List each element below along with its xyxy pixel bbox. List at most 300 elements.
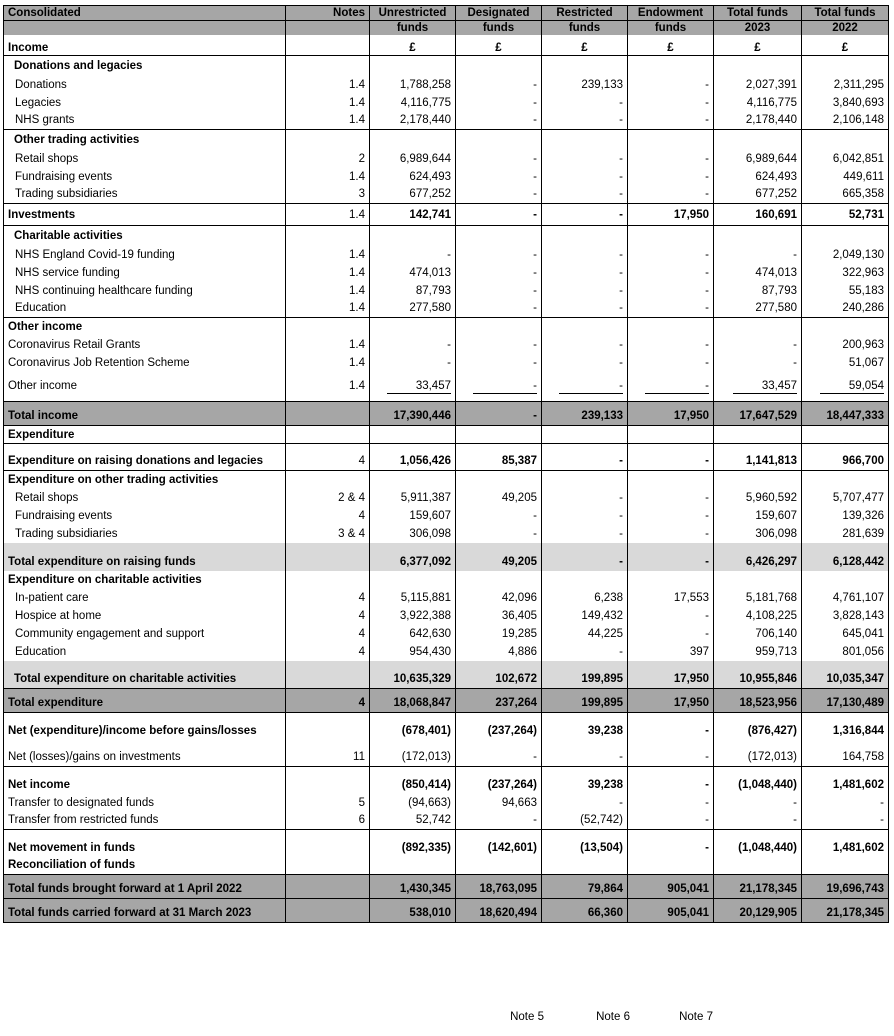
row-note [286, 661, 370, 689]
row-value: - [456, 246, 542, 264]
table-row [4, 226, 889, 246]
row-label: NHS service funding [4, 264, 286, 282]
row-label: Donations and legacies [4, 56, 286, 76]
row-label: Hospice at home [4, 607, 286, 625]
row-value [542, 56, 628, 76]
row-value: - [456, 94, 542, 112]
row-value: - [542, 112, 628, 130]
row-value: - [456, 354, 542, 372]
row-value: 3,840,693 [802, 94, 889, 112]
currency-symbol: £ [802, 35, 889, 56]
table-row [4, 318, 889, 336]
row-value: - [370, 336, 456, 354]
row-note: 4 [286, 607, 370, 625]
table-row [4, 112, 889, 130]
row-value: - [628, 186, 714, 204]
row-value: - [370, 246, 456, 264]
row-note [286, 767, 370, 794]
row-value [802, 56, 889, 76]
row-value: 102,672 [456, 661, 542, 689]
row-value: 10,035,347 [802, 661, 889, 689]
row-value: (172,013) [370, 740, 456, 767]
row-value: - [542, 246, 628, 264]
row-value: - [456, 507, 542, 525]
row-value: 2,178,440 [714, 112, 802, 130]
row-value: 5,181,768 [714, 589, 802, 607]
table-row [4, 812, 889, 830]
table-row [4, 471, 889, 489]
row-value: 159,607 [714, 507, 802, 525]
row-value [628, 318, 714, 336]
row-value [628, 226, 714, 246]
row-value [542, 372, 628, 402]
row-value: 164,758 [802, 740, 889, 767]
row-label: Total funds carried forward at 31 March 2023 [4, 899, 286, 923]
table-row [4, 168, 889, 186]
row-value: 677,252 [714, 186, 802, 204]
row-value: (237,264) [456, 767, 542, 794]
row-value [370, 318, 456, 336]
table-row [4, 354, 889, 372]
notes-header: Notes [286, 6, 370, 21]
row-value: - [456, 402, 542, 426]
currency-symbol: £ [714, 35, 802, 56]
row-value [456, 226, 542, 246]
row-note: 3 & 4 [286, 525, 370, 543]
row-value: 17,950 [628, 204, 714, 226]
table-row [4, 875, 889, 899]
table-row [4, 689, 889, 713]
row-value: 306,098 [370, 525, 456, 543]
row-value: 18,447,333 [802, 402, 889, 426]
row-label: Total expenditure on charitable activities [4, 661, 286, 689]
row-value [456, 130, 542, 150]
row-value [542, 130, 628, 150]
row-note [286, 318, 370, 336]
table-row [4, 607, 889, 625]
row-value: 17,950 [628, 689, 714, 713]
col-header-sub: funds [456, 21, 542, 36]
row-value: - [456, 282, 542, 300]
row-value: - [628, 543, 714, 571]
row-note: 1.4 [286, 246, 370, 264]
row-value: (13,504) [542, 830, 628, 857]
row-value: 905,041 [628, 899, 714, 923]
row-value: - [542, 507, 628, 525]
row-value: 5,911,387 [370, 489, 456, 507]
row-value: - [628, 150, 714, 168]
row-note: 1.4 [286, 204, 370, 226]
row-value [542, 571, 628, 589]
row-value: - [456, 812, 542, 830]
row-value: 4,886 [456, 643, 542, 661]
row-value: 4,116,775 [714, 94, 802, 112]
row-value: - [714, 812, 802, 830]
row-value: 17,950 [628, 402, 714, 426]
table-row [4, 507, 889, 525]
row-value: 2,106,148 [802, 112, 889, 130]
row-value: 959,713 [714, 643, 802, 661]
row-note [286, 130, 370, 150]
row-note: 4 [286, 625, 370, 643]
currency-symbol: £ [628, 35, 714, 56]
row-value: 6,238 [542, 589, 628, 607]
table-row [4, 740, 889, 767]
row-value: 2,311,295 [802, 76, 889, 94]
row-value [456, 318, 542, 336]
row-value: 6,989,644 [370, 150, 456, 168]
row-value: 20,129,905 [714, 899, 802, 923]
row-value: - [542, 186, 628, 204]
header-spacer [286, 21, 370, 36]
table-row [4, 264, 889, 282]
col-header-sub: funds [628, 21, 714, 36]
row-note [286, 713, 370, 740]
table-row [4, 186, 889, 204]
row-value: - [456, 150, 542, 168]
row-label: Trading subsidiaries [4, 186, 286, 204]
row-label: Other trading activities [4, 130, 286, 150]
row-value: 538,010 [370, 899, 456, 923]
row-value: 239,133 [542, 76, 628, 94]
row-note: 6 [286, 812, 370, 830]
row-value: 17,647,529 [714, 402, 802, 426]
row-value: 6,989,644 [714, 150, 802, 168]
row-note: 4 [286, 643, 370, 661]
row-value: - [628, 112, 714, 130]
row-value [370, 226, 456, 246]
row-value: 199,895 [542, 689, 628, 713]
row-label: Net (losses)/gains on investments [4, 740, 286, 767]
row-value: 449,611 [802, 168, 889, 186]
row-value [456, 471, 542, 489]
row-value: 21,178,345 [714, 875, 802, 899]
row-value: 322,963 [802, 264, 889, 282]
row-value: - [542, 489, 628, 507]
row-value: 905,041 [628, 875, 714, 899]
table-row [4, 489, 889, 507]
table-row [4, 625, 889, 643]
table-row [4, 336, 889, 354]
row-value: - [542, 794, 628, 812]
row-value: 645,041 [802, 625, 889, 643]
row-value: - [628, 625, 714, 643]
row-note [286, 875, 370, 899]
row-value: 18,068,847 [370, 689, 456, 713]
row-value: 17,950 [628, 661, 714, 689]
row-label: NHS continuing healthcare funding [4, 282, 286, 300]
row-label: Donations [4, 76, 286, 94]
row-label: Total income [4, 402, 286, 426]
row-value: - [628, 767, 714, 794]
row-label: Expenditure [4, 426, 286, 444]
row-value [370, 571, 456, 589]
row-value: 142,741 [370, 204, 456, 226]
row-value: 954,430 [370, 643, 456, 661]
row-value: 160,691 [714, 204, 802, 226]
row-value: 87,793 [714, 282, 802, 300]
row-value: - [628, 336, 714, 354]
row-value: - [542, 740, 628, 767]
row-value: 6,128,442 [802, 543, 889, 571]
row-value: - [456, 264, 542, 282]
row-value [714, 318, 802, 336]
row-value [628, 471, 714, 489]
row-note [286, 571, 370, 589]
table-row [4, 150, 889, 168]
row-value: - [628, 830, 714, 857]
row-value: - [628, 489, 714, 507]
row-value: 159,607 [370, 507, 456, 525]
table-row [4, 94, 889, 112]
table-row [4, 767, 889, 794]
row-value [628, 56, 714, 76]
row-value [456, 571, 542, 589]
row-note [286, 426, 370, 444]
row-value: 42,096 [456, 589, 542, 607]
row-value: (892,335) [370, 830, 456, 857]
header-row-top [4, 6, 889, 21]
row-value: 1,481,602 [802, 830, 889, 857]
row-value [456, 857, 542, 875]
row-value [628, 372, 714, 402]
row-value: 1,141,813 [714, 444, 802, 471]
table-row [4, 661, 889, 689]
row-value: - [542, 543, 628, 571]
row-value: 6,042,851 [802, 150, 889, 168]
row-note: 11 [286, 740, 370, 767]
row-value: 94,663 [456, 794, 542, 812]
row-label: Net (expenditure)/income before gains/losses [4, 713, 286, 740]
row-value: - [542, 264, 628, 282]
row-value: 66,360 [542, 899, 628, 923]
row-value: 1,481,602 [802, 767, 889, 794]
col-header-restricted: Restricted [542, 6, 628, 21]
row-value: - [542, 300, 628, 318]
row-label: Total expenditure on raising funds [4, 543, 286, 571]
row-value: - [628, 794, 714, 812]
row-value [456, 56, 542, 76]
row-value: (94,663) [370, 794, 456, 812]
row-note [286, 830, 370, 857]
row-value: 474,013 [370, 264, 456, 282]
row-value: - [802, 812, 889, 830]
notes-cell [286, 35, 370, 56]
row-note [286, 226, 370, 246]
row-value: (678,401) [370, 713, 456, 740]
row-value: 237,264 [456, 689, 542, 713]
underlined-value: - [645, 379, 709, 394]
row-value [456, 426, 542, 444]
row-value: (850,414) [370, 767, 456, 794]
table-row [4, 372, 889, 402]
row-value [802, 471, 889, 489]
row-value: 306,098 [714, 525, 802, 543]
row-note: 1.4 [286, 300, 370, 318]
row-value: - [628, 246, 714, 264]
row-note [286, 899, 370, 923]
row-value [714, 372, 802, 402]
row-value [370, 426, 456, 444]
table-row [4, 643, 889, 661]
table-row [4, 56, 889, 76]
col-header-unrestricted: Unrestricted [370, 6, 456, 21]
row-value: - [714, 794, 802, 812]
row-value: - [628, 354, 714, 372]
row-value: 4,116,775 [370, 94, 456, 112]
footer-note-6: Note 6 [596, 1011, 630, 1023]
financial-statement-table [3, 5, 889, 923]
row-value: 19,285 [456, 625, 542, 643]
row-value: 52,742 [370, 812, 456, 830]
row-value [802, 571, 889, 589]
row-value: - [628, 607, 714, 625]
row-value: 44,225 [542, 625, 628, 643]
row-value: 3,922,388 [370, 607, 456, 625]
row-value: - [456, 76, 542, 94]
row-value: 801,056 [802, 643, 889, 661]
row-note [286, 857, 370, 875]
row-label: Education [4, 643, 286, 661]
row-value [370, 857, 456, 875]
row-label: NHS England Covid-19 funding [4, 246, 286, 264]
row-value: 10,635,329 [370, 661, 456, 689]
row-note: 1.4 [286, 354, 370, 372]
row-note: 2 & 4 [286, 489, 370, 507]
row-value: - [628, 812, 714, 830]
row-value: 39,238 [542, 767, 628, 794]
row-value: - [628, 300, 714, 318]
row-note: 1.4 [286, 168, 370, 186]
row-label: Trading subsidiaries [4, 525, 286, 543]
row-value: 1,316,844 [802, 713, 889, 740]
row-value: - [542, 643, 628, 661]
row-value: 79,864 [542, 875, 628, 899]
row-value: - [628, 444, 714, 471]
row-value: - [542, 282, 628, 300]
row-note: 1.4 [286, 94, 370, 112]
row-value [370, 471, 456, 489]
row-value: - [628, 264, 714, 282]
row-value: 277,580 [714, 300, 802, 318]
header-spacer [4, 21, 286, 36]
row-note: 2 [286, 150, 370, 168]
row-value [542, 471, 628, 489]
row-value: 4,108,225 [714, 607, 802, 625]
row-label: Fundraising events [4, 507, 286, 525]
row-value: 706,140 [714, 625, 802, 643]
row-value: - [370, 354, 456, 372]
row-label: Expenditure on raising donations and legacies [4, 444, 286, 471]
underlined-value: 59,054 [820, 379, 884, 394]
table-row [4, 571, 889, 589]
row-value: 2,178,440 [370, 112, 456, 130]
row-value: 49,205 [456, 543, 542, 571]
row-label: Reconciliation of funds [4, 857, 286, 875]
row-value: 200,963 [802, 336, 889, 354]
row-note: 1.4 [286, 76, 370, 94]
row-value: 240,286 [802, 300, 889, 318]
row-value: - [628, 740, 714, 767]
row-value: - [456, 525, 542, 543]
row-value: 397 [628, 643, 714, 661]
row-value: 966,700 [802, 444, 889, 471]
currency-row [4, 35, 889, 56]
table-row [4, 300, 889, 318]
row-value: - [714, 246, 802, 264]
row-value: 17,553 [628, 589, 714, 607]
footer-note-5: Note 5 [510, 1011, 544, 1023]
row-value: 6,377,092 [370, 543, 456, 571]
row-value: 624,493 [714, 168, 802, 186]
row-value: (142,601) [456, 830, 542, 857]
header-row-bottom [4, 21, 889, 36]
col-header-sub: 2022 [802, 21, 889, 36]
row-value: 52,731 [802, 204, 889, 226]
row-value: - [542, 444, 628, 471]
row-note: 1.4 [286, 112, 370, 130]
row-value [714, 56, 802, 76]
row-value: 17,390,446 [370, 402, 456, 426]
col-header-sub: 2023 [714, 21, 802, 36]
row-value: - [628, 76, 714, 94]
row-value [542, 857, 628, 875]
row-value: 18,620,494 [456, 899, 542, 923]
row-label: Total expenditure [4, 689, 286, 713]
col-header-designated: Designated [456, 6, 542, 21]
row-value: - [628, 525, 714, 543]
row-label: Transfer from restricted funds [4, 812, 286, 830]
row-value: 2,049,130 [802, 246, 889, 264]
row-value: 10,955,846 [714, 661, 802, 689]
row-value: (1,048,440) [714, 830, 802, 857]
row-label: Charitable activities [4, 226, 286, 246]
table-row [4, 130, 889, 150]
row-value: - [542, 204, 628, 226]
row-value [370, 372, 456, 402]
row-value [714, 130, 802, 150]
row-label: Expenditure on other trading activities [4, 471, 286, 489]
row-value: 239,133 [542, 402, 628, 426]
row-value [542, 318, 628, 336]
row-value: 199,895 [542, 661, 628, 689]
row-value: - [542, 150, 628, 168]
row-note [286, 471, 370, 489]
table-row [4, 402, 889, 426]
currency-symbol: £ [456, 35, 542, 56]
row-label: Legacies [4, 94, 286, 112]
row-value: 55,183 [802, 282, 889, 300]
currency-symbol: £ [370, 35, 456, 56]
row-value: 624,493 [370, 168, 456, 186]
row-value: 1,430,345 [370, 875, 456, 899]
row-value: - [542, 94, 628, 112]
income-heading: Income [4, 35, 286, 56]
row-value: 4,761,107 [802, 589, 889, 607]
row-note: 1.4 [286, 372, 370, 402]
row-value: 39,238 [542, 713, 628, 740]
table-row [4, 76, 889, 94]
row-value [714, 471, 802, 489]
row-value: 18,763,095 [456, 875, 542, 899]
row-value: - [628, 168, 714, 186]
row-note: 4 [286, 589, 370, 607]
row-value: (237,264) [456, 713, 542, 740]
table-row [4, 794, 889, 812]
row-value: - [714, 354, 802, 372]
row-label: Community engagement and support [4, 625, 286, 643]
row-value: - [456, 112, 542, 130]
